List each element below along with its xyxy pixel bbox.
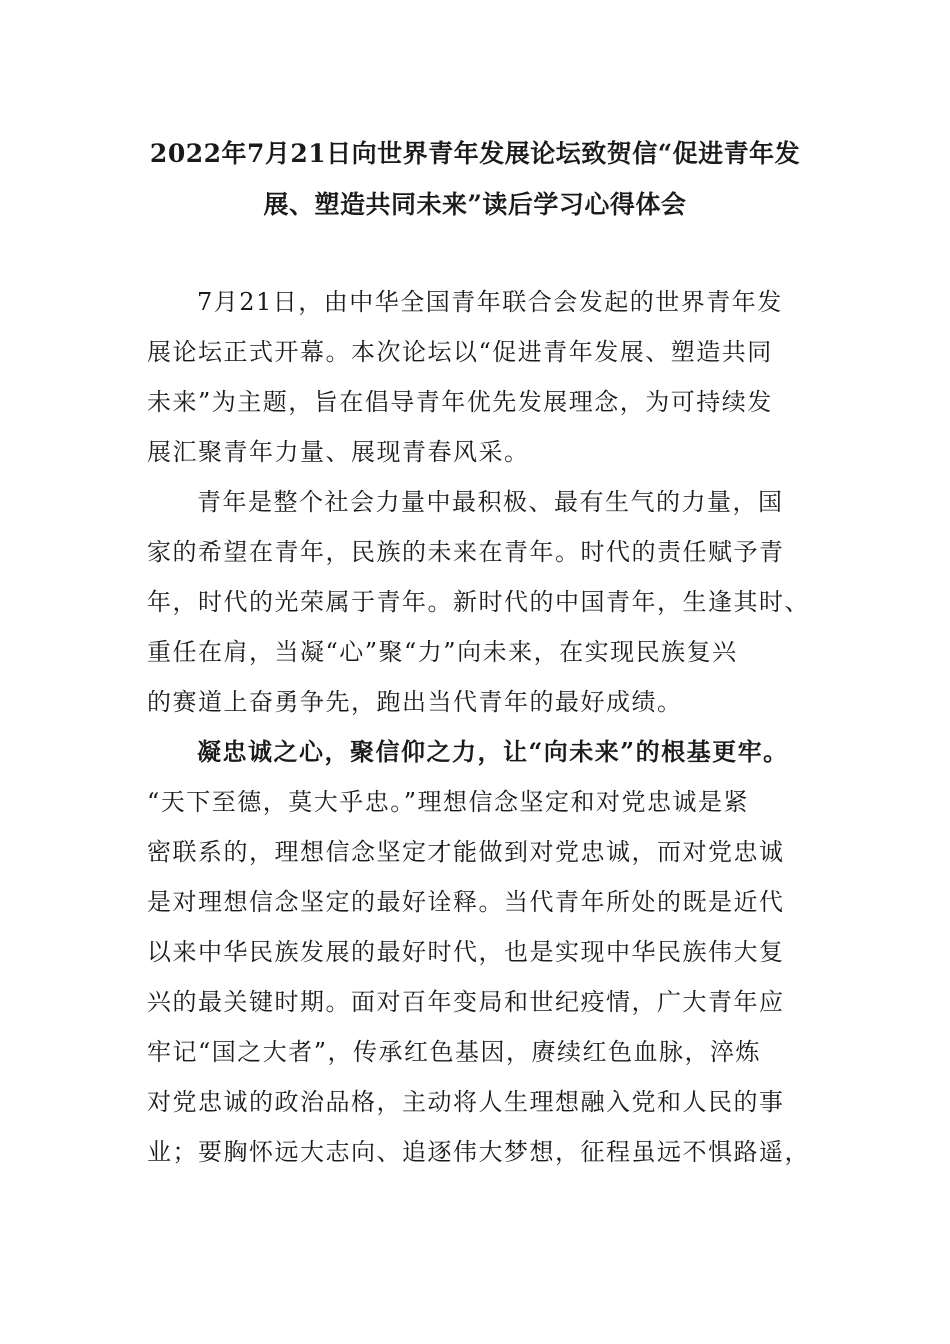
paragraph-line: 展汇聚青年力量、展现青春风采。 — [147, 438, 530, 466]
paragraph-line: 是对理想信念坚定的最好诠释。当代青年所处的既是近代 — [147, 888, 785, 916]
paragraph-line: 重任在肩，当凝“心”聚“力”向未来，在实现民族复兴 — [147, 638, 738, 666]
paragraph-2 — [147, 477, 817, 727]
paragraph-line: 密联系的，理想信念坚定才能做到对党忠诚，而对党忠诚 — [147, 838, 785, 866]
paragraph-line: 业；要胸怀远大志向、追逐伟大梦想，征程虽远不惧路遥， — [147, 1138, 810, 1166]
paragraph-line: 7月21日，由中华全国青年联合会发起的世界青年发 — [197, 288, 783, 316]
paragraph-line: 的赛道上奋勇争先，跑出当代青年的最好成绩。 — [147, 688, 683, 716]
paragraph-line: 兴的最关键时期。面对百年变局和世纪疫情，广大青年应 — [147, 988, 785, 1016]
paragraph-line: 家的希望在青年，民族的未来在青年。时代的责任赋予青 — [147, 538, 785, 566]
document-body — [147, 277, 817, 1177]
paragraph-line: 未来”为主题，旨在倡导青年优先发展理念，为可持续发 — [147, 388, 773, 416]
paragraph-line: 展论坛正式开幕。本次论坛以“促进青年发展、塑造共同 — [147, 338, 773, 366]
paragraph-line: 对党忠诚的政治品格，主动将人生理想融入党和人民的事 — [147, 1088, 785, 1116]
paragraph-line: “天下至德，莫大乎忠。”理想信念坚定和对党忠诚是紧 — [147, 788, 750, 816]
title-line-2: 展、塑造共同未来”读后学习心得体会 — [263, 190, 687, 219]
paragraph-line: 以来中华民族发展的最好时代，也是实现中华民族伟大复 — [147, 938, 785, 966]
title-line-1: 2022年7月21日向世界青年发展论坛致贺信“促进青年发 — [149, 139, 801, 168]
paragraph-heading: 凝忠诚之心，聚信仰之力，让“向未来”的根基更牢。 — [197, 737, 789, 766]
paragraph-line: 青年是整个社会力量中最积极、最有生气的力量，国 — [197, 488, 784, 516]
document-title — [140, 128, 810, 230]
paragraph-3 — [147, 727, 817, 1177]
paragraph-line: 牢记“国之大者”，传承红色基因，赓续红色血脉，淬炼 — [147, 1038, 762, 1066]
paragraph-line: 年，时代的光荣属于青年。新时代的中国青年，生逢其时、 — [147, 588, 810, 616]
paragraph-1 — [147, 277, 817, 477]
